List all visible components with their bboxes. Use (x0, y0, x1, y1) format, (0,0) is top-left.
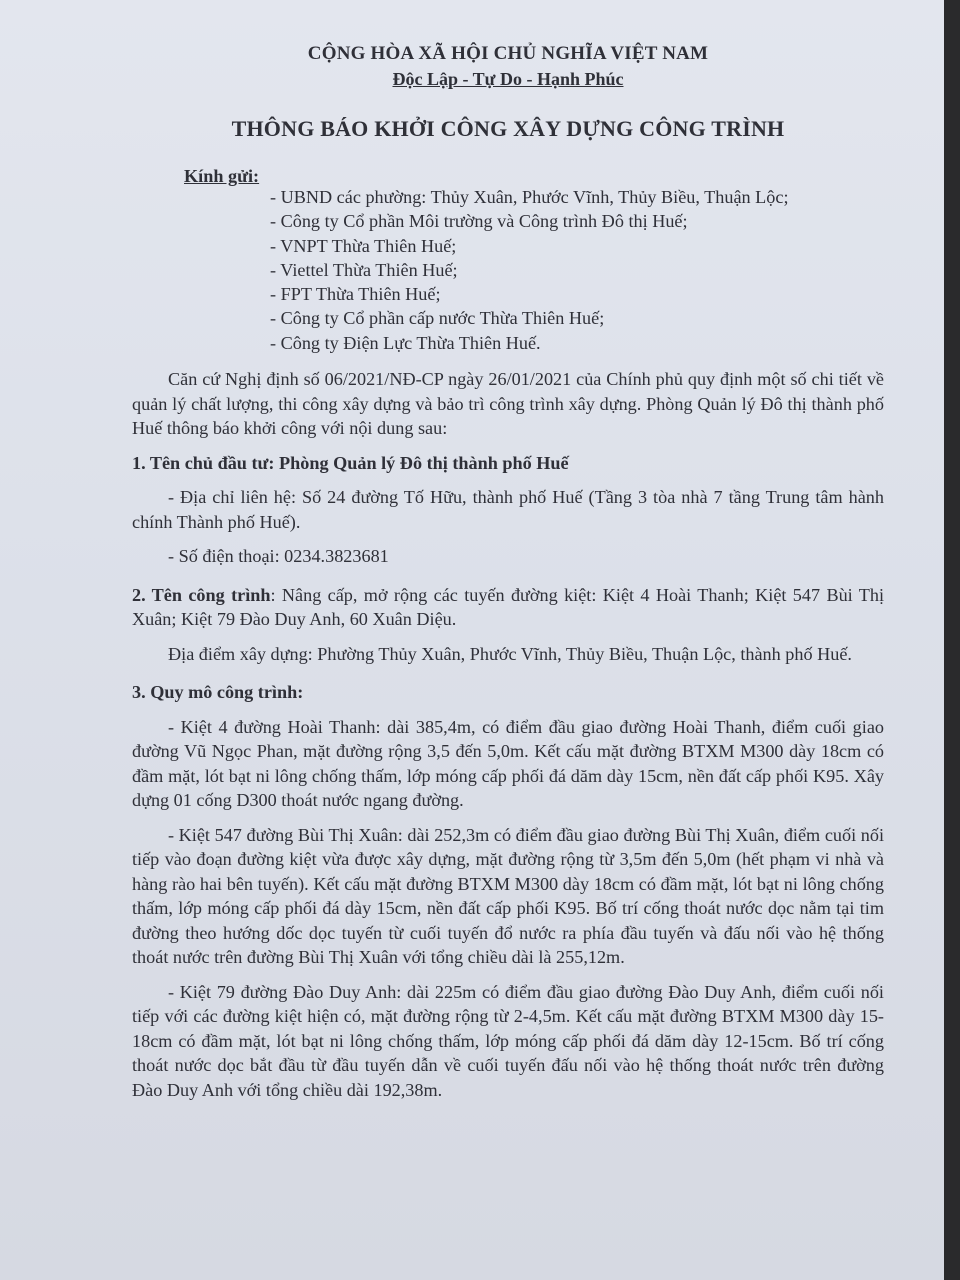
document-title: THÔNG BÁO KHỞI CÔNG XÂY DỰNG CÔNG TRÌNH (231, 116, 785, 141)
recipient-item: - Viettel Thừa Thiên Huế; (270, 259, 458, 280)
project-name: : Nâng cấp, mở rộng các tuyến đường kiệt: Kiệt 4 Hoài Thanh; Kiệt 547 Bùi Thị Xuân; Kiệt 79 Đào Duy Anh, 60 Xuân Diệu. (132, 584, 884, 630)
section-3-heading: 3. Quy mô công trình: (132, 682, 304, 703)
kinh-gui-label: Kính gửi: (184, 165, 260, 186)
scope-item-kiet-79: - Kiệt 79 đường Đào Duy Anh: dài 225m có điểm đầu giao đường Đào Duy Anh, điểm cuối nối tiếp với các đường kiệt hiện có, mặt đường rộng từ 2-4,5m. Kết cấu mặt đường BTXM M300 dày 15-18cm có đầm mặt, lót bạt ni lông chống thấm, lớp móng cấp phối đá dăm dày 12-15cm. Bố trí cống thoát nước dọc bắt đầu từ đầu tuyến dẫn về cuối tuyến đấu nối vào hệ thống thoát nước trên đường Đào Duy Anh với tổng chiều dài 192,38m. (132, 981, 884, 1100)
investor-phone: - Số điện thoại: 0234.3823681 (168, 546, 389, 567)
scope-item-kiet-547: - Kiệt 547 đường Bùi Thị Xuân: dài 252,3m có điểm đầu giao đường Bùi Thị Xuân, điểm cuối nối tiếp vào đoạn đường kiệt vừa được xây dựng, mặt đường rộng từ 3,5m đến 5,0m (hết phạm vi nhà và hàng rào hai bên tuyến). Kết cấu mặt đường BTXM M300 dày 18cm có đầm mặt, lót bạt ni lông chống thấm, lớp móng cấp phối đá dày 15cm, nền đất cấp phối K95. Bố trí cống thoát nước dọc nằm tại tim đường theo hướng dốc dọc tuyến từ cuối tuyến đổ nước ra phía đầu tuyến và đấu nối vào hệ thống thoát nước trên đường Bùi Thị Xuân với tổng chiều dài là 255,12m. (132, 824, 884, 968)
project-location: Địa điểm xây dựng: Phường Thủy Xuân, Phước Vĩnh, Thủy Biều, Thuận Lộc, thành phố Huế. (168, 643, 852, 664)
section-2-paragraph (132, 583, 884, 632)
national-title: CỘNG HÒA XÃ HỘI CHỦ NGHĨA VIỆT NAM (307, 43, 709, 64)
document-body (132, 40, 884, 1102)
recipient-item: - Công ty Cổ phần cấp nước Thừa Thiên Huế; (270, 308, 605, 329)
investor-address: - Địa chỉ liên hệ: Số 24 đường Tố Hữu, thành phố Huế (Tầng 3 tòa nhà 7 tầng Trung tâm hành chính Thành phố Huế). (132, 487, 884, 532)
recipient-item: - UBND các phường: Thủy Xuân, Phước Vĩnh, Thủy Biều, Thuận Lộc; (270, 187, 789, 207)
recipient-item: - FPT Thừa Thiên Huế; (270, 284, 441, 305)
recipient-list (270, 185, 884, 355)
recipient-item: - Công ty Cổ phần Môi trường và Công trình Đô thị Huế; (270, 211, 688, 232)
section-1-heading: 1. Tên chủ đầu tư: Phòng Quản lý Đô thị thành phố Huế (132, 452, 569, 473)
scope-item-kiet-4: - Kiệt 4 đường Hoài Thanh: dài 385,4m, có điểm đầu giao đường Hoài Thanh, điểm cuối giao đường Vũ Ngọc Phan, mặt đường rộng 3,5 đến 5,0m. Kết cấu mặt đường BTXM M300 dày 18cm có đầm mặt, lót bạt ni lông chống thấm, lớp móng cấp phối đá dăm dày 15cm, nền đất cấp phối K95. Xây dựng 01 cống D300 thoát nước ngang đường. (132, 716, 884, 811)
national-motto: Độc Lập - Tự Do - Hạnh Phúc (392, 68, 624, 89)
recipient-item: - Công ty Điện Lực Thừa Thiên Huế. (270, 332, 541, 353)
recipient-item: - VNPT Thừa Thiên Huế; (270, 235, 457, 256)
section-2-heading: 2. Tên công trình (132, 584, 271, 605)
intro-paragraph: Căn cứ Nghị định số 06/2021/NĐ-CP ngày 26/01/2021 của Chính phủ quy định một số chi tiết về quản lý chất lượng, thi công xây dựng và bảo trì công trình xây dựng. Phòng Quản lý Đô thị thành phố Huế thông báo khởi công với nội dung sau: (132, 369, 884, 439)
